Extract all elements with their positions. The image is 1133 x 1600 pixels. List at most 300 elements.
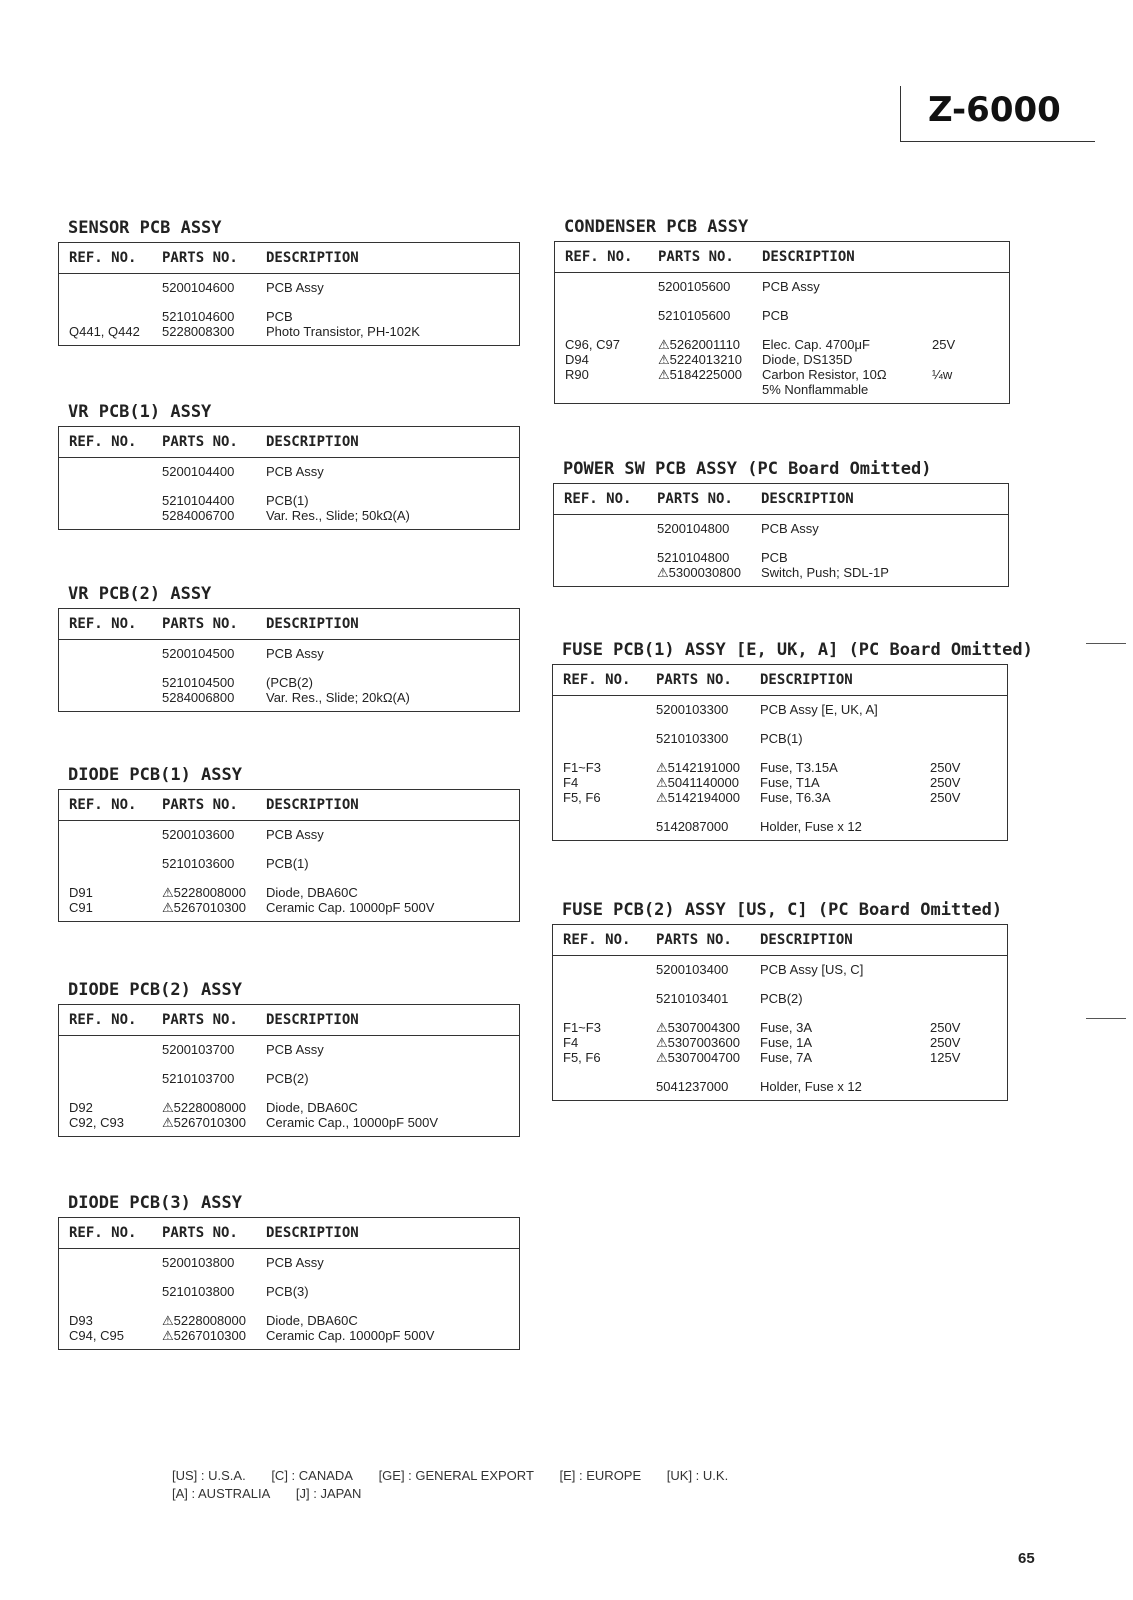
col-desc-header: DESCRIPTION xyxy=(266,1012,359,1028)
description-text: Holder, Fuse x 12 xyxy=(760,1079,862,1094)
parts-no xyxy=(658,382,762,397)
section-title: DIODE PCB(1) ASSY xyxy=(68,765,242,785)
ref-no xyxy=(59,508,162,523)
table-header xyxy=(553,925,1007,956)
table-row xyxy=(59,885,519,900)
description-text: PCB Assy xyxy=(266,1255,324,1270)
parts-table xyxy=(554,241,1010,404)
col-desc-header: DESCRIPTION xyxy=(266,616,359,632)
table-row xyxy=(59,508,519,523)
parts-no: 5210104800 xyxy=(657,550,730,565)
description xyxy=(266,646,436,661)
parts-no: ⚠5262001110 xyxy=(658,337,741,352)
description xyxy=(760,1020,960,1035)
table-row xyxy=(59,309,519,324)
margin-mark xyxy=(1086,643,1126,644)
table-row xyxy=(59,1328,519,1343)
description-text: PCB(2) xyxy=(266,1071,309,1086)
ref-no: C92, C93 xyxy=(69,1115,124,1130)
section-title: SENSOR PCB ASSY xyxy=(68,218,222,238)
col-ref-header: REF. NO. xyxy=(69,616,137,632)
table-row xyxy=(555,382,1009,397)
parts-section xyxy=(58,584,520,712)
region-code: [E] : EUROPE xyxy=(559,1468,642,1483)
table-header xyxy=(554,484,1008,515)
parts-no: ⚠5307004700 xyxy=(656,1050,740,1065)
description-text: Ceramic Cap., 10000pF 500V xyxy=(266,1115,438,1130)
table-row xyxy=(555,352,1009,367)
table-header xyxy=(59,1005,519,1036)
ref-no xyxy=(59,1284,162,1299)
ref-no xyxy=(555,308,658,323)
description xyxy=(760,702,930,717)
parts-no: ⚠5228008000 xyxy=(162,1100,246,1115)
col-ref-header: REF. NO. xyxy=(563,932,631,948)
col-desc-header: DESCRIPTION xyxy=(762,249,855,265)
description-text: 5% Nonflammable xyxy=(762,382,869,397)
table-row xyxy=(59,856,519,871)
rating: ¼w xyxy=(932,367,953,382)
rating: 250V xyxy=(930,1035,961,1050)
parts-no: ⚠5267010300 xyxy=(162,900,246,915)
section-title: CONDENSER PCB ASSY xyxy=(564,217,749,237)
description-text: Holder, Fuse x 12 xyxy=(760,819,862,834)
parts-table xyxy=(58,242,520,346)
description-text: PCB Assy xyxy=(761,521,819,536)
table-row xyxy=(59,827,519,842)
table-row xyxy=(59,1042,519,1057)
region-legend-line-2 xyxy=(172,1485,750,1503)
parts-table xyxy=(58,1217,520,1350)
parts-no: 5210103700 xyxy=(162,1071,235,1086)
parts-no: 5200103600 xyxy=(162,827,235,842)
description-text: Fuse, T3.15A xyxy=(760,760,838,775)
parts-no: 5200104600 xyxy=(162,280,235,295)
table-row xyxy=(59,675,519,690)
col-ref-header: REF. NO. xyxy=(69,434,137,450)
description xyxy=(762,279,932,294)
section-title: VR PCB(2) ASSY xyxy=(68,584,212,604)
table-row xyxy=(553,775,1007,790)
parts-section xyxy=(58,980,520,1137)
table-row xyxy=(553,790,1007,805)
col-parts-header: PARTS NO. xyxy=(162,1012,238,1028)
region-code: [GE] : GENERAL EXPORT xyxy=(378,1468,534,1483)
rating: 250V xyxy=(930,775,961,790)
col-parts-header: PARTS NO. xyxy=(658,249,734,265)
parts-no: 5210103401 xyxy=(656,991,729,1006)
description-text: Fuse, T1A xyxy=(760,775,820,790)
ref-no xyxy=(555,279,658,294)
parts-no: 5210103800 xyxy=(162,1284,235,1299)
parts-table xyxy=(58,789,520,922)
table-row xyxy=(554,521,1008,536)
table-row xyxy=(553,1079,1007,1094)
description-text: Fuse, 7A xyxy=(760,1050,813,1065)
description-text: Fuse, 1A xyxy=(760,1035,813,1050)
table-body xyxy=(554,515,1008,586)
col-ref-header: REF. NO. xyxy=(563,672,631,688)
description-text: Ceramic Cap. 10000pF 500V xyxy=(266,900,435,915)
description xyxy=(760,760,960,775)
description xyxy=(761,565,931,580)
description xyxy=(266,1328,436,1343)
section-title: DIODE PCB(3) ASSY xyxy=(68,1193,242,1213)
parts-section xyxy=(553,459,1009,587)
description-text: PCB Assy [E, UK, A] xyxy=(760,702,878,717)
parts-table xyxy=(552,924,1008,1101)
col-parts-header: PARTS NO. xyxy=(162,250,238,266)
col-desc-header: DESCRIPTION xyxy=(266,797,359,813)
description-text: PCB(1) xyxy=(266,856,309,871)
col-desc-header: DESCRIPTION xyxy=(761,491,854,507)
ref-no: C96, C97 xyxy=(565,337,620,352)
ref-no xyxy=(554,565,657,580)
ref-no xyxy=(553,962,656,977)
ref-no: F1~F3 xyxy=(563,1020,601,1035)
description xyxy=(266,1100,436,1115)
description xyxy=(266,885,436,900)
parts-table xyxy=(58,426,520,530)
table-header xyxy=(59,1218,519,1249)
ref-no xyxy=(59,1042,162,1057)
description-text: Fuse, 3A xyxy=(760,1020,813,1035)
table-row xyxy=(555,279,1009,294)
ref-no: D91 xyxy=(69,885,93,900)
description xyxy=(266,900,436,915)
description xyxy=(266,464,436,479)
parts-section xyxy=(552,900,1008,1101)
table-header xyxy=(59,790,519,821)
description xyxy=(760,775,960,790)
description xyxy=(266,1071,436,1086)
region-code: [A] : AUSTRALIA xyxy=(172,1486,271,1501)
table-body xyxy=(553,956,1007,1100)
parts-section xyxy=(554,217,1010,404)
table-body xyxy=(59,640,519,711)
region-code: [C] : CANADA xyxy=(271,1468,353,1483)
description-text: PCB Assy xyxy=(762,279,820,294)
description xyxy=(266,827,436,842)
ref-no xyxy=(555,382,658,397)
table-row xyxy=(59,1115,519,1130)
table-row xyxy=(59,324,519,339)
description-text: PCB(1) xyxy=(760,731,803,746)
col-desc-header: DESCRIPTION xyxy=(760,932,853,948)
description xyxy=(760,819,930,834)
description-text: PCB Assy [US, C] xyxy=(760,962,864,977)
parts-no: 5284006800 xyxy=(162,690,235,705)
ref-no: F4 xyxy=(563,775,579,790)
table-row xyxy=(59,280,519,295)
table-row xyxy=(59,1071,519,1086)
rating: 250V xyxy=(930,790,961,805)
ref-no xyxy=(554,521,657,536)
ref-no xyxy=(59,856,162,871)
ref-no: R90 xyxy=(565,367,589,382)
header-rule-horizontal xyxy=(900,141,1095,142)
table-row xyxy=(553,702,1007,717)
parts-no: 5210103600 xyxy=(162,856,235,871)
table-row xyxy=(553,760,1007,775)
parts-no: ⚠5142191000 xyxy=(656,760,740,775)
parts-section xyxy=(58,765,520,922)
table-body xyxy=(59,1036,519,1136)
parts-no: ⚠5307004300 xyxy=(656,1020,740,1035)
region-code: [US] : U.S.A. xyxy=(172,1468,246,1483)
ref-no: D92 xyxy=(69,1100,93,1115)
ref-no xyxy=(553,1079,656,1094)
parts-no: 5200104800 xyxy=(657,521,730,536)
col-parts-header: PARTS NO. xyxy=(656,932,732,948)
parts-section xyxy=(58,218,520,346)
description xyxy=(266,1115,438,1130)
ref-no xyxy=(59,646,162,661)
parts-no: 5142087000 xyxy=(656,819,729,834)
section-title: VR PCB(1) ASSY xyxy=(68,402,212,422)
parts-no: 5284006700 xyxy=(162,508,235,523)
description xyxy=(266,856,436,871)
region-legend-line-1 xyxy=(172,1467,750,1485)
ref-no: F5, F6 xyxy=(563,1050,601,1065)
description xyxy=(760,1079,930,1094)
table-row xyxy=(553,731,1007,746)
description-text: PCB Assy xyxy=(266,464,324,479)
description-text: Elec. Cap. 4700μF xyxy=(762,337,870,352)
description xyxy=(266,280,436,295)
parts-table xyxy=(58,608,520,712)
col-parts-header: PARTS NO. xyxy=(162,434,238,450)
table-row xyxy=(59,464,519,479)
ref-no xyxy=(553,731,656,746)
description-text: PCB xyxy=(761,550,788,565)
margin-mark xyxy=(1086,1018,1126,1019)
description-text: PCB Assy xyxy=(266,280,324,295)
parts-no: 5228008300 xyxy=(162,324,235,339)
section-title: POWER SW PCB ASSY (PC Board Omitted) xyxy=(563,459,932,479)
ref-no xyxy=(554,550,657,565)
col-desc-header: DESCRIPTION xyxy=(266,1225,359,1241)
parts-no: 5210104400 xyxy=(162,493,235,508)
parts-no: ⚠5267010300 xyxy=(162,1115,246,1130)
description xyxy=(266,1313,436,1328)
table-header xyxy=(553,665,1007,696)
description-text: PCB xyxy=(266,309,293,324)
parts-no: ⚠5228008000 xyxy=(162,885,246,900)
description-text: Diode, DBA60C xyxy=(266,1313,358,1328)
table-row xyxy=(554,565,1008,580)
table-body xyxy=(59,274,519,345)
parts-section xyxy=(552,640,1033,841)
region-code: [UK] : U.K. xyxy=(666,1468,729,1483)
parts-no: ⚠5041140000 xyxy=(656,775,739,790)
table-body xyxy=(59,821,519,921)
table-row xyxy=(553,991,1007,1006)
table-body xyxy=(59,1249,519,1349)
col-ref-header: REF. NO. xyxy=(565,249,633,265)
parts-no: 5210104600 xyxy=(162,309,235,324)
section-title: DIODE PCB(2) ASSY xyxy=(68,980,242,1000)
col-parts-header: PARTS NO. xyxy=(162,616,238,632)
table-row xyxy=(553,962,1007,977)
table-row xyxy=(555,337,1009,352)
parts-no: ⚠5307003600 xyxy=(656,1035,740,1050)
col-ref-header: REF. NO. xyxy=(69,1225,137,1241)
description xyxy=(266,1042,436,1057)
description xyxy=(266,324,436,339)
parts-no: ⚠5228008000 xyxy=(162,1313,246,1328)
description-text: (PCB(2) xyxy=(266,675,313,690)
table-row xyxy=(59,690,519,705)
description xyxy=(760,1050,960,1065)
parts-no: 5200103700 xyxy=(162,1042,235,1057)
parts-table xyxy=(58,1004,520,1137)
description-text: Diode, DBA60C xyxy=(266,885,358,900)
region-code: [J] : JAPAN xyxy=(295,1486,362,1501)
description-text: Var. Res., Slide; 20kΩ(A) xyxy=(266,690,410,705)
table-row xyxy=(59,1313,519,1328)
header-rule-vertical xyxy=(900,86,901,142)
col-desc-header: DESCRIPTION xyxy=(266,434,359,450)
description xyxy=(266,675,436,690)
ref-no: F4 xyxy=(563,1035,579,1050)
parts-no: 5200104400 xyxy=(162,464,235,479)
description-text: Carbon Resistor, 10Ω xyxy=(762,367,887,382)
parts-no: 5210104500 xyxy=(162,675,235,690)
ref-no: C94, C95 xyxy=(69,1328,124,1343)
rating: 25V xyxy=(932,337,956,352)
rating: 125V xyxy=(930,1050,961,1065)
table-header xyxy=(59,609,519,640)
description xyxy=(266,309,436,324)
ref-no xyxy=(553,819,656,834)
description xyxy=(760,991,930,1006)
section-title: FUSE PCB(2) ASSY [US, C] (PC Board Omitted) xyxy=(562,900,1003,920)
parts-section xyxy=(58,1193,520,1350)
parts-no: 5210105600 xyxy=(658,308,731,323)
ref-no xyxy=(59,1071,162,1086)
parts-no: 5200103400 xyxy=(656,962,729,977)
ref-no xyxy=(59,309,162,324)
rating: 250V xyxy=(930,760,961,775)
description-text: Diode, DBA60C xyxy=(266,1100,358,1115)
parts-no: ⚠5267010300 xyxy=(162,1328,246,1343)
description-text: Diode, DS135D xyxy=(762,352,853,367)
ref-no xyxy=(59,280,162,295)
description xyxy=(760,731,930,746)
table-header xyxy=(59,427,519,458)
parts-no: 5041237000 xyxy=(656,1079,729,1094)
parts-no: 5200103300 xyxy=(656,702,729,717)
description xyxy=(762,382,932,397)
ref-no xyxy=(59,827,162,842)
description-text: Var. Res., Slide; 50kΩ(A) xyxy=(266,508,410,523)
ref-no: D94 xyxy=(565,352,589,367)
table-body xyxy=(555,273,1009,403)
description-text: PCB Assy xyxy=(266,646,324,661)
description-text: PCB Assy xyxy=(266,1042,324,1057)
col-desc-header: DESCRIPTION xyxy=(760,672,853,688)
ref-no xyxy=(553,702,656,717)
table-row xyxy=(59,646,519,661)
description-text: PCB(3) xyxy=(266,1284,309,1299)
description xyxy=(266,1284,436,1299)
ref-no xyxy=(59,690,162,705)
table-row xyxy=(553,819,1007,834)
ref-no: C91 xyxy=(69,900,93,915)
description xyxy=(266,508,436,523)
ref-no xyxy=(59,464,162,479)
page-number: 65 xyxy=(1018,1550,1035,1567)
description xyxy=(760,962,930,977)
description-text: Switch, Push; SDL-1P xyxy=(761,565,889,580)
table-body xyxy=(59,458,519,529)
description xyxy=(760,1035,960,1050)
col-ref-header: REF. NO. xyxy=(69,797,137,813)
col-ref-header: REF. NO. xyxy=(564,491,632,507)
table-row xyxy=(59,1255,519,1270)
rating: 250V xyxy=(930,1020,961,1035)
table-row xyxy=(59,493,519,508)
table-row xyxy=(553,1020,1007,1035)
description xyxy=(762,352,932,367)
parts-no: ⚠5224013210 xyxy=(658,352,742,367)
table-row xyxy=(555,367,1009,382)
col-parts-header: PARTS NO. xyxy=(657,491,733,507)
table-header xyxy=(555,242,1009,273)
parts-no: 5200103800 xyxy=(162,1255,235,1270)
parts-no: 5200105600 xyxy=(658,279,731,294)
ref-no: D93 xyxy=(69,1313,93,1328)
description xyxy=(266,690,436,705)
description-text: PCB Assy xyxy=(266,827,324,842)
parts-table xyxy=(553,483,1009,587)
table-row xyxy=(553,1050,1007,1065)
parts-no: ⚠5300030800 xyxy=(657,565,741,580)
description-text: PCB xyxy=(762,308,789,323)
description xyxy=(761,521,931,536)
section-title: FUSE PCB(1) ASSY [E, UK, A] (PC Board Omitted) xyxy=(562,640,1033,660)
table-header xyxy=(59,243,519,274)
table-row xyxy=(554,550,1008,565)
parts-no: ⚠5142194000 xyxy=(656,790,740,805)
parts-section xyxy=(58,402,520,530)
table-row xyxy=(555,308,1009,323)
col-desc-header: DESCRIPTION xyxy=(266,250,359,266)
ref-no xyxy=(59,675,162,690)
ref-no: Q441, Q442 xyxy=(69,324,140,339)
description xyxy=(762,367,952,382)
table-row xyxy=(59,900,519,915)
table-body xyxy=(553,696,1007,840)
description xyxy=(762,337,955,352)
ref-no: F1~F3 xyxy=(563,760,601,775)
parts-table xyxy=(552,664,1008,841)
table-row xyxy=(553,1035,1007,1050)
col-parts-header: PARTS NO. xyxy=(162,1225,238,1241)
ref-no xyxy=(59,493,162,508)
description-text: Ceramic Cap. 10000pF 500V xyxy=(266,1328,435,1343)
description xyxy=(762,308,932,323)
description xyxy=(266,493,436,508)
parts-no: 5210103300 xyxy=(656,731,729,746)
description-text: PCB(1) xyxy=(266,493,309,508)
ref-no xyxy=(59,1255,162,1270)
description xyxy=(761,550,931,565)
description-text: Photo Transistor, PH-102K xyxy=(266,324,420,339)
col-ref-header: REF. NO. xyxy=(69,250,137,266)
parts-no: ⚠5184225000 xyxy=(658,367,742,382)
